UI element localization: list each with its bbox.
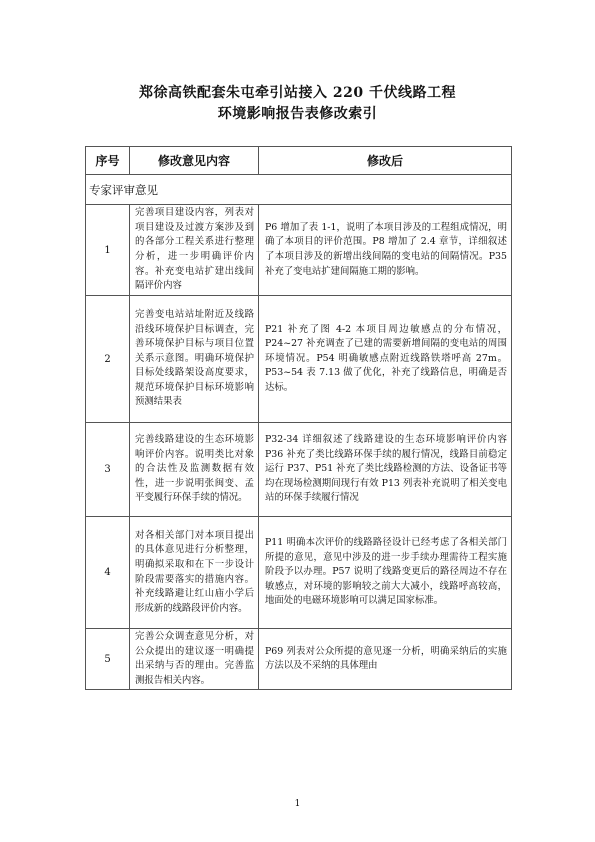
table-row bbox=[86, 423, 512, 517]
row-revised: P21 补充了图 4-2 本项目周边敏感点的分布情况，P24~27 补充调查了已建的需要新增间隔的变电站的周围环境情况。P54 明确敏感点附近线路铁塔呼高 27m。P53~54 表 7.13 做了优化，补充了线路信息，明确是否达标。 bbox=[259, 296, 512, 423]
document-title: 郑徐高铁配套朱屯牵引站接入 220 千伏线路工程 bbox=[139, 85, 456, 101]
row-number: 1 bbox=[86, 205, 130, 296]
table-row bbox=[86, 517, 512, 629]
row-number: 5 bbox=[86, 629, 130, 690]
row-opinion: 完善线路建设的生态环境影响评价内容。说明类比对象的合法性及监测数据有效性，进一步说明张闽变、孟平变履行环保手续的情况。 bbox=[130, 423, 259, 517]
section-row bbox=[86, 175, 512, 205]
row-number: 2 bbox=[86, 296, 130, 423]
header-revised: 修改后 bbox=[259, 147, 512, 175]
header-opinion: 修改意见内容 bbox=[130, 147, 259, 175]
row-opinion: 完善项目建设内容，列表对项目建设及过渡方案涉及到的各部分工程关系进行整理分析，进一步明确评价内容。补充变电站扩建出线间隔评价内容 bbox=[130, 205, 259, 296]
row-number: 4 bbox=[86, 517, 130, 629]
table-row bbox=[86, 629, 512, 690]
row-opinion: 对各相关部门对本项目提出的具体意见进行分析整理，明确拟采取和在下一步设计阶段需要落实的措施内容。补充线路避让红山庙小学后形成新的线路段评价内容。 bbox=[130, 517, 259, 629]
header-number: 序号 bbox=[86, 147, 130, 175]
document-subtitle: 环境影响报告表修改索引 bbox=[217, 106, 378, 122]
table-row bbox=[86, 296, 512, 423]
row-number: 3 bbox=[86, 423, 130, 517]
page-number: 1 bbox=[294, 799, 301, 809]
row-revised: P32-34 详细叙述了线路建设的生态环境影响评价内容 P36 补充了类比线路环保手续的履行情况，线路目前稳定运行 P37、P51 补充了类比线路检测的方法、设备证书等均在现场检测期间现行有效 P13 列表补充说明了相关变电站的环保手续履行情况 bbox=[259, 423, 512, 517]
row-opinion: 完善变电站站址附近及线路沿线环境保护目标调查，完善环境保护目标与项目位置关系示意图。明确环境保护目标处线路架设高度要求，规范环境保护目标环境影响预测结果表 bbox=[130, 296, 259, 423]
revision-index-table bbox=[85, 146, 512, 690]
section-label: 专家评审意见 bbox=[86, 175, 512, 205]
table-row bbox=[86, 205, 512, 296]
table-header-row bbox=[86, 147, 512, 175]
row-opinion: 完善公众调查意见分析，对公众提出的建议逐一明确提出采纳与否的理由。完善监测报告相关内容。 bbox=[130, 629, 259, 690]
row-revised: P69 列表对公众所提的意见逐一分析，明确采纳后的实施方法以及不采纳的具体理由 bbox=[259, 629, 512, 690]
row-revised: P6 增加了表 1-1，说明了本项目涉及的工程组成情况，明确了本项目的评价范围。P8 增加了 2.4 章节，详细叙述了本项目涉及的新增出线间隔的变电站的间隔情况。P35 补充了变电站扩建间隔施工期的影响。 bbox=[259, 205, 512, 296]
row-revised: P11 明确本次评价的线路路径设计已经考虑了各相关部门所提的意见，意见中涉及的进一步手续办理需待工程实施阶段予以办理。P57 说明了线路变更后的路径周边不存在敏感点，对环境的影响较之前大大减小，线路呼高较高，地面处的电磁环境影响可以满足国家标准。 bbox=[259, 517, 512, 629]
